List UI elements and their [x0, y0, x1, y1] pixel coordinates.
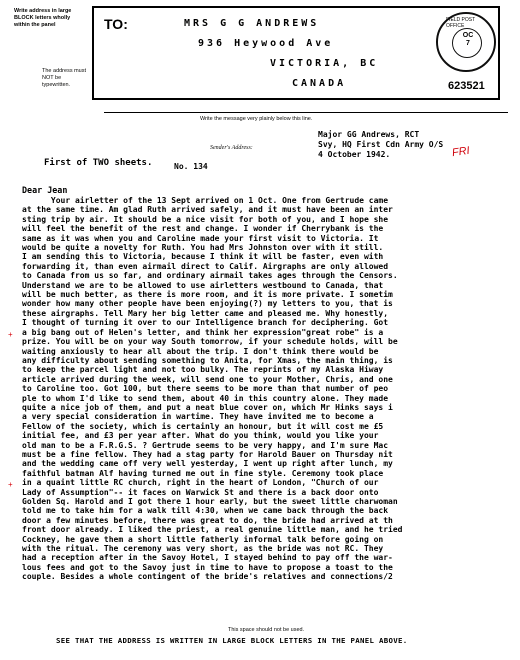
- body-line: Golden Sq. Harold and I got there 1 hour early, but the sweet little charwoman: [22, 497, 398, 506]
- body-line: Understand we are to be allowed to use airletters westbound to Canada, that: [22, 280, 384, 290]
- body-line: will feel the benefit of the rest and change. I wonder if Cherrybank is the: [22, 224, 384, 234]
- sender-line-2: Svy, HQ First Cdn Army O/S: [318, 140, 444, 149]
- panel-instructions: Write address in large BLOCK letters wholly within the panel: [14, 8, 72, 28]
- body-line: a big bang out of Helen's letter, and think her expression"great robe" is a: [22, 327, 384, 337]
- address-line-country: CANADA: [292, 78, 347, 89]
- body-line: would be quite a novelty for Ruth. You had Mrs Johnston over with it still.: [22, 243, 384, 253]
- letter-number: No. 134: [174, 162, 208, 171]
- body-line: a very special consideration in wartime. They have invited me to become a: [22, 412, 374, 422]
- body-line: Cockney, he gave them a short little fatherly informal talk before going on: [22, 534, 384, 544]
- margin-mark: +: [8, 330, 13, 339]
- postmark-month: OC: [462, 32, 474, 39]
- cut-instruction: Write the message very plainly below this line.: [200, 116, 313, 122]
- body-line: initial fee, and £3 per year after. What do you think, would you like your: [22, 431, 379, 441]
- body-line: told me to take him for a walk till 4:30, when we came back through the back: [22, 506, 389, 516]
- serial-number: 623521: [448, 80, 485, 92]
- body-line: to Caroline too. Got 100, but there seems to be more than that number of peo: [22, 384, 389, 394]
- sender-address-label: Sender's Address:: [210, 145, 253, 151]
- body-line: with the ritual. The ceremony was very short, as the bride was not RC. They: [22, 544, 384, 554]
- body-line: same as it was when you and Caroline made your first visit to Victoria. It: [22, 233, 379, 243]
- to-label: TO:: [104, 16, 128, 32]
- greeting: Dear Jean: [22, 185, 68, 195]
- address-note: The address must NOT be typewritten.: [42, 68, 87, 88]
- body-line: had a reception after in the Savoy Hotel, I stayed behind to pay off the war-: [22, 553, 393, 563]
- body-line: ple to whom I'd like to send them, about 40 in this country alone. They made: [22, 393, 389, 403]
- body-line: I am sending this to Victoria, because I think it will be faster, even with: [22, 252, 384, 262]
- body-line: article arrived during the week, will send one to your Mother, Chris, and one: [22, 374, 393, 384]
- body-line: waiting anxiously to hear all about the trip. I don't think there would be: [22, 346, 379, 356]
- body-line: Fellow of the society, which is certainly an honour, but it will cost me £5: [22, 421, 384, 431]
- body-line: these airgraphs. Tell Mary her big letter came and pleased me. Why honestly,: [22, 308, 389, 318]
- margin-mark: +: [8, 480, 13, 489]
- body-line: at the same time. Am glad Ruth arrived safely, and it must have been an inter: [22, 205, 393, 215]
- address-line-street: 936 Heywood Ave: [198, 38, 334, 49]
- body-line: will be much better, as there is more room, and it is more private. I sometim: [22, 290, 393, 300]
- handwritten-annotation: FRI: [451, 144, 471, 160]
- body-line: front door already. I liked the priest, a real genuine little man, and he tried: [22, 525, 403, 535]
- field-post-office-postmark: [436, 12, 496, 72]
- body-line: to keep the parcel light and not too bulky. The reprints of my Alaska Hiway: [22, 365, 384, 375]
- body-line: to Canada from us so far, and ordinary airmail takes ages through the Censors.: [22, 271, 398, 281]
- body-line: must be a fine fellow. They had a stag party for Harold Bauer on Thursday nit: [22, 449, 393, 459]
- body-line: quite a nice job of them, and put a neat blue cover on, which Mr Hinks says i: [22, 402, 393, 412]
- postmark-day: 7: [466, 40, 470, 47]
- body-line: sting trip by air. It should be a nice visit for both of you, and I hope she: [22, 214, 389, 224]
- body-line: prize. You will be on your way South tomorrow, if your schedule holds, will be: [22, 337, 398, 347]
- body-line: I thought of turning it over to our Intelligence branch for deciphering. Got: [22, 318, 389, 328]
- body-line: couple. Besides a whole contingent of the bride's relatives and connections/2: [22, 572, 393, 582]
- body-line: Lady of Assumption"-- it faces on Warwick St and there is a back door onto: [22, 487, 379, 497]
- letter-body: [22, 196, 510, 582]
- sheet-count: First of TWO sheets.: [44, 158, 153, 168]
- address-line-name: MRS G G ANDREWS: [184, 18, 320, 29]
- address-line-city: VICTORIA, BC: [270, 58, 379, 69]
- sender-line-1: Major GG Andrews, RCT: [318, 130, 420, 139]
- footer-instruction: SEE THAT THE ADDRESS IS WRITTEN IN LARGE BLOCK LETTERS IN THE PANEL ABOVE.: [56, 636, 408, 645]
- body-line: any difficulty about sending something to Anita, for Xmas, the main thing, is: [22, 355, 393, 365]
- cut-line: [104, 112, 508, 113]
- body-line: door a few minutes before, there was great to do, the bride had arrived at th: [22, 515, 393, 525]
- body-line: Your airletter of the 13 Sept arrived on 1 Oct. One from Gertrude came: [22, 196, 389, 205]
- body-line: and the wedding came off very well yesterday, I went up right after lunch, my: [22, 459, 393, 469]
- body-line: forwarding it, than even airmail direct to Calif. Airgraphs are only allowed: [22, 261, 389, 271]
- postmark-arc-text: FIELD POST OFFICE: [446, 17, 476, 29]
- body-line: lous fees and got to the Savoy just in time to have to propose a toast to the: [22, 562, 393, 572]
- body-line: in a quaint little RC church, right in the heart of London, "Church of our: [22, 478, 379, 488]
- footer-space-note: This space should not be used.: [228, 627, 305, 633]
- postmark-date: [438, 32, 498, 48]
- body-line: faithful batman Alf having turned me out in fine style. Ceremony took place: [22, 468, 384, 478]
- letter-date: 4 October 1942.: [318, 150, 391, 159]
- body-line: old man to be a F.R.G.S. ? Gertrude seems to be very happy, and I'm sure Mac: [22, 440, 389, 450]
- body-line: wonder how many other people have been enjoying(?) my letters to you, that is: [22, 299, 393, 309]
